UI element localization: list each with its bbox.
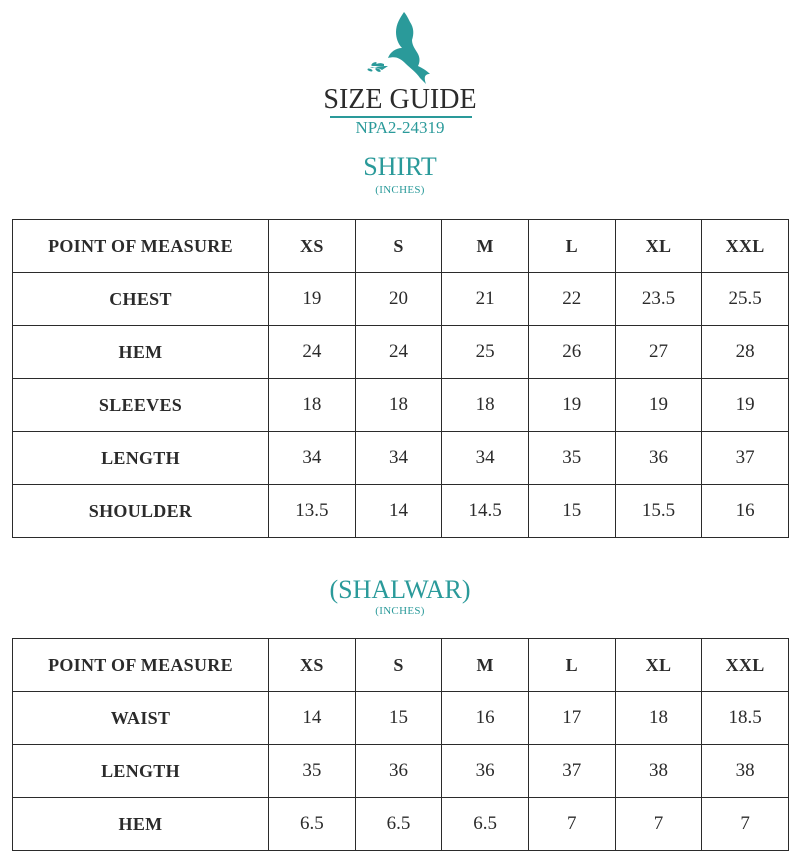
table-cell: 15 (355, 692, 442, 745)
column-header: XXL (702, 639, 789, 692)
measure-label: LENGTH (13, 432, 269, 485)
table-cell: 19 (528, 379, 615, 432)
table-cell: 25.5 (702, 273, 789, 326)
table-cell: 13.5 (269, 485, 356, 538)
table-cell: 20 (355, 273, 442, 326)
shalwar-section-title: (SHALWAR) (329, 575, 471, 604)
product-code: NPA2-24319 (355, 118, 445, 137)
table-cell: 26 (528, 326, 615, 379)
table-cell: 23.5 (615, 273, 702, 326)
table-cell: 19 (269, 273, 356, 326)
table-header-row (13, 639, 789, 692)
column-header: M (442, 220, 529, 273)
shalwar-unit-label: (INCHES) (375, 605, 425, 617)
table-cell: 34 (355, 432, 442, 485)
table-cell: 18 (269, 379, 356, 432)
table-cell: 35 (528, 432, 615, 485)
table-cell: 6.5 (355, 798, 442, 851)
measure-label: SLEEVES (13, 379, 269, 432)
table-cell: 36 (355, 745, 442, 798)
table-cell: 16 (702, 485, 789, 538)
column-header: S (355, 639, 442, 692)
table-cell: 15.5 (615, 485, 702, 538)
table-cell: 14 (269, 692, 356, 745)
table-cell: 19 (702, 379, 789, 432)
column-header: XL (615, 639, 702, 692)
column-header: XL (615, 220, 702, 273)
table-cell: 24 (355, 326, 442, 379)
table-cell: 24 (269, 326, 356, 379)
table-cell: 7 (615, 798, 702, 851)
measure-label: CHEST (13, 273, 269, 326)
column-header: POINT OF MEASURE (13, 639, 269, 692)
table-cell: 7 (702, 798, 789, 851)
table-row (13, 326, 789, 379)
column-header: L (528, 220, 615, 273)
table-cell: 27 (615, 326, 702, 379)
table-cell: 35 (269, 745, 356, 798)
column-header: L (528, 639, 615, 692)
measure-label: SHOULDER (13, 485, 269, 538)
table-cell: 7 (528, 798, 615, 851)
shirt-section-title: SHIRT (363, 152, 437, 181)
table-cell: 18.5 (702, 692, 789, 745)
table-cell: 34 (269, 432, 356, 485)
shirt-size-table (12, 219, 789, 538)
shirt-unit-label: (INCHES) (375, 184, 425, 196)
table-cell: 19 (615, 379, 702, 432)
column-header: XXL (702, 220, 789, 273)
table-cell: 28 (702, 326, 789, 379)
table-cell: 34 (442, 432, 529, 485)
table-row (13, 692, 789, 745)
table-row (13, 432, 789, 485)
table-cell: 15 (528, 485, 615, 538)
table-cell: 25 (442, 326, 529, 379)
table-cell: 38 (615, 745, 702, 798)
table-cell: 37 (702, 432, 789, 485)
shalwar-size-table (12, 638, 789, 851)
column-header: M (442, 639, 529, 692)
column-header: S (355, 220, 442, 273)
column-header: XS (269, 639, 356, 692)
column-header: XS (269, 220, 356, 273)
table-cell: 38 (702, 745, 789, 798)
table-cell: 17 (528, 692, 615, 745)
table-cell: 16 (442, 692, 529, 745)
table-cell: 36 (615, 432, 702, 485)
table-header-row (13, 220, 789, 273)
table-row (13, 485, 789, 538)
table-cell: 14 (355, 485, 442, 538)
table-cell: 18 (615, 692, 702, 745)
table-cell: 18 (355, 379, 442, 432)
table-row (13, 745, 789, 798)
column-header: POINT OF MEASURE (13, 220, 269, 273)
guide-title: SIZE GUIDE (323, 84, 477, 115)
table-cell: 21 (442, 273, 529, 326)
measure-label: HEM (13, 798, 269, 851)
table-cell: 36 (442, 745, 529, 798)
table-row (13, 273, 789, 326)
measure-label: WAIST (13, 692, 269, 745)
measure-label: LENGTH (13, 745, 269, 798)
table-row (13, 798, 789, 851)
table-cell: 22 (528, 273, 615, 326)
table-row (13, 379, 789, 432)
table-cell: 14.5 (442, 485, 529, 538)
dove-logo-icon (360, 8, 440, 88)
table-cell: 37 (528, 745, 615, 798)
table-cell: 6.5 (442, 798, 529, 851)
table-cell: 6.5 (269, 798, 356, 851)
table-cell: 18 (442, 379, 529, 432)
measure-label: HEM (13, 326, 269, 379)
